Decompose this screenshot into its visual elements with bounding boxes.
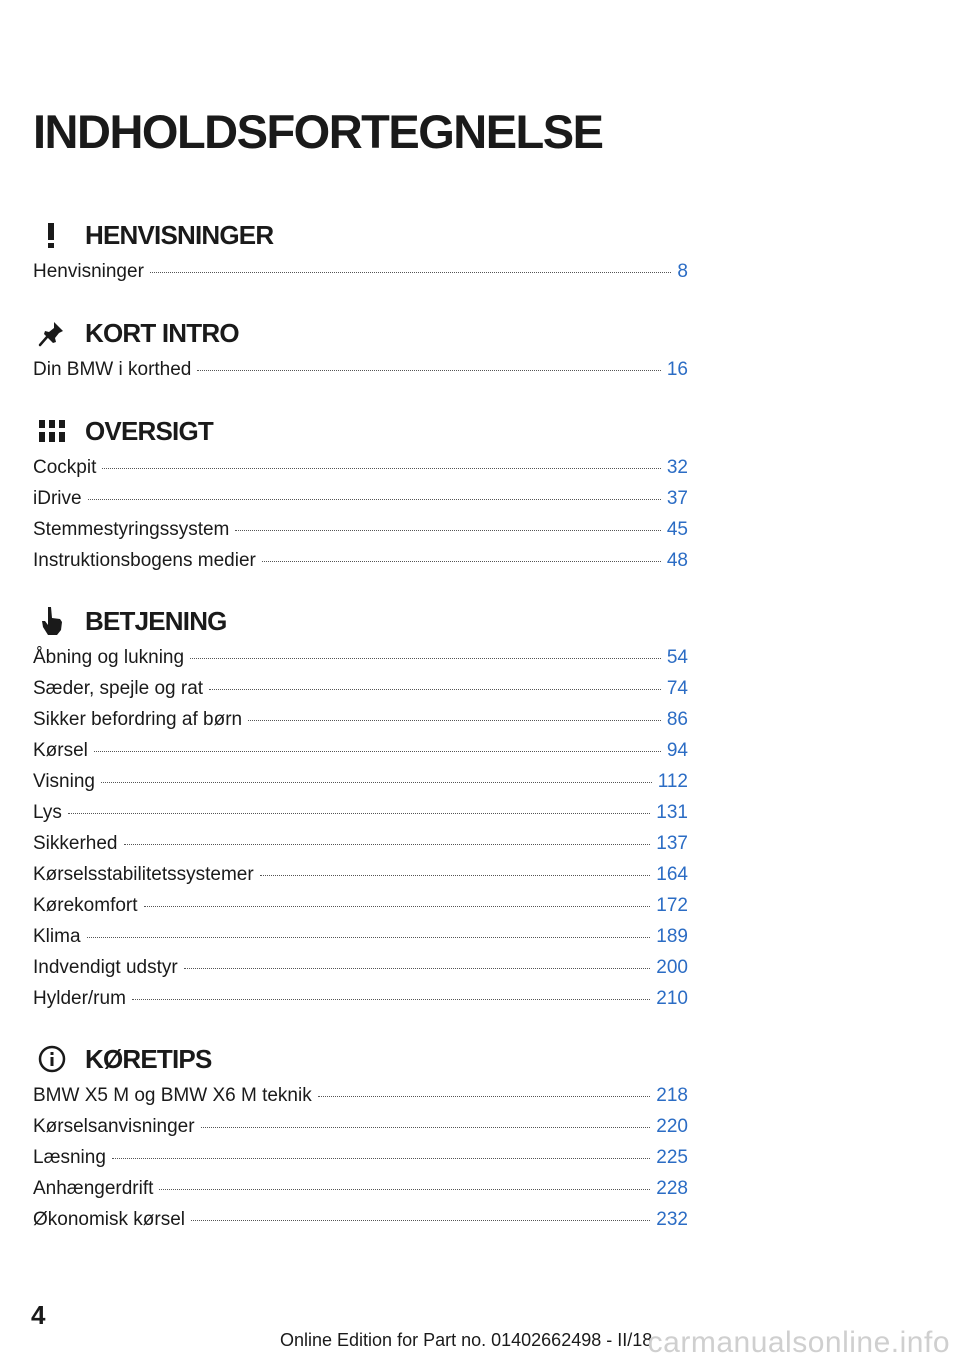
toc-entry[interactable] <box>33 642 688 673</box>
toc-entry[interactable] <box>33 921 688 952</box>
toc-page-link[interactable]: 8 <box>677 261 688 282</box>
section-header <box>33 1044 688 1074</box>
toc-entry-label: Henvisninger <box>33 261 144 282</box>
section-header <box>33 416 688 446</box>
toc-entry-label: Læsning <box>33 1147 106 1168</box>
toc-entry-label: Sikker befordring af børn <box>33 709 243 730</box>
toc-entry-label: Cockpit <box>33 457 97 478</box>
toc-entry[interactable] <box>33 673 688 704</box>
dot-leader <box>150 272 672 273</box>
dot-leader <box>201 1127 651 1128</box>
dot-leader <box>260 875 651 876</box>
toc-entry[interactable] <box>33 545 688 576</box>
toc-entry-label: Åbning og lukning <box>33 647 185 668</box>
dot-leader <box>318 1096 651 1097</box>
toc-page-link[interactable]: 131 <box>656 802 688 823</box>
toc-entry-label: iDrive <box>33 488 82 509</box>
toc-page-link[interactable]: 189 <box>656 926 688 947</box>
toc-page-link[interactable]: 232 <box>656 1209 688 1230</box>
dot-leader <box>197 370 660 371</box>
toc-entry-label: Visning <box>33 771 95 792</box>
toc-entry[interactable] <box>33 983 688 1014</box>
toc-page-link[interactable]: 94 <box>666 740 688 761</box>
info-circle-icon <box>35 1044 69 1074</box>
toc-section-kort-intro <box>33 318 688 385</box>
toc-entry-label: BMW X5 M og BMW X6 M teknik <box>33 1085 312 1106</box>
toc-entry[interactable] <box>33 952 688 983</box>
toc-section-koeretips <box>33 1044 688 1235</box>
dot-leader <box>88 499 661 500</box>
toc-page-link[interactable]: 86 <box>666 709 688 730</box>
dot-leader <box>102 468 661 469</box>
section-title: HENVISNINGER <box>85 220 274 250</box>
dot-leader <box>101 782 652 783</box>
toc-entry-label: Økonomisk kørsel <box>33 1209 186 1230</box>
toc-entry[interactable] <box>33 797 688 828</box>
toc-page-link[interactable]: 164 <box>656 864 688 885</box>
toc-entry-label: Kørselsanvisninger <box>33 1116 195 1137</box>
toc-page-link[interactable]: 200 <box>656 957 688 978</box>
dot-leader <box>68 813 650 814</box>
dot-leader <box>159 1189 650 1190</box>
toc-entry-label: Lys <box>33 802 62 823</box>
hand-pointer-icon <box>35 606 69 636</box>
toc-section-henvisninger <box>33 220 688 287</box>
toc-entry[interactable] <box>33 828 688 859</box>
toc-section-oversigt <box>33 416 688 576</box>
toc-entry[interactable] <box>33 483 688 514</box>
section-header <box>33 606 688 636</box>
toc-entry-label: Kørsel <box>33 740 88 761</box>
toc-entry[interactable] <box>33 859 688 890</box>
toc-entry[interactable] <box>33 1142 688 1173</box>
page-number: 4 <box>31 1300 46 1330</box>
toc-entry[interactable] <box>33 1204 688 1235</box>
toc-page-link[interactable]: 210 <box>656 988 688 1009</box>
section-title: KØRETIPS <box>85 1044 212 1074</box>
dot-leader <box>191 1220 650 1221</box>
toc-section-betjening <box>33 606 688 1014</box>
toc-entry[interactable] <box>33 704 688 735</box>
toc-entry[interactable] <box>33 354 688 385</box>
toc-entry-label: Instruktionsbogens medier <box>33 550 256 571</box>
section-title: OVERSIGT <box>85 416 213 446</box>
dot-leader <box>144 906 651 907</box>
toc-entry-label: Kørselsstabilitetssystemer <box>33 864 254 885</box>
exclamation-icon <box>35 220 69 250</box>
toc-page-link[interactable]: 228 <box>656 1178 688 1199</box>
toc-entry-label: Stemmestyringssystem <box>33 519 230 540</box>
toc-page-link[interactable]: 218 <box>656 1085 688 1106</box>
toc-entry[interactable] <box>33 256 688 287</box>
toc-page-link[interactable]: 37 <box>666 488 688 509</box>
toc-entry[interactable] <box>33 766 688 797</box>
toc-entry-label: Kørekomfort <box>33 895 138 916</box>
footer-edition-text: Online Edition for Part no. 01402662498 - II/18 <box>280 1330 653 1350</box>
toc-entry-label: Hylder/rum <box>33 988 126 1009</box>
dot-leader <box>184 968 651 969</box>
toc-entry-label: Sikkerhed <box>33 833 118 854</box>
toc-entry-label: Din BMW i korthed <box>33 359 192 380</box>
toc-entry[interactable] <box>33 452 688 483</box>
toc-page-link[interactable]: 45 <box>666 519 688 540</box>
dot-leader <box>112 1158 650 1159</box>
dot-leader <box>248 720 661 721</box>
dot-leader <box>262 561 661 562</box>
toc-entry-label: Indvendigt udstyr <box>33 957 178 978</box>
toc-entry[interactable] <box>33 514 688 545</box>
toc-entry-label: Anhængerdrift <box>33 1178 154 1199</box>
section-title: BETJENING <box>85 606 227 636</box>
pushpin-icon <box>35 318 69 348</box>
toc-entry-label: Sæder, spejle og rat <box>33 678 204 699</box>
toc-page-link[interactable]: 32 <box>666 457 688 478</box>
dot-leader <box>124 844 651 845</box>
toc-entry[interactable] <box>33 1080 688 1111</box>
toc-page-link[interactable]: 172 <box>656 895 688 916</box>
dot-leader <box>94 751 661 752</box>
dot-leader <box>87 937 651 938</box>
dot-leader <box>209 689 661 690</box>
dot-leader <box>132 999 650 1000</box>
section-header <box>33 220 688 250</box>
toc-entry[interactable] <box>33 890 688 921</box>
grid-icon <box>35 416 69 446</box>
section-title: KORT INTRO <box>85 318 239 348</box>
toc-entry[interactable] <box>33 1111 688 1142</box>
toc-page-link[interactable]: 48 <box>666 550 688 571</box>
dot-leader <box>190 658 661 659</box>
toc-page-link[interactable]: 54 <box>666 647 688 668</box>
toc-page-link[interactable]: 74 <box>666 678 688 699</box>
toc-entry[interactable] <box>33 735 688 766</box>
dot-leader <box>235 530 660 531</box>
watermark: carmanualsonline.info <box>647 1326 950 1359</box>
page-title: INDHOLDSFORTEGNELSE <box>33 105 603 158</box>
toc-page-link[interactable]: 137 <box>656 833 688 854</box>
toc-page-link[interactable]: 225 <box>656 1147 688 1168</box>
toc-page-link[interactable]: 220 <box>656 1116 688 1137</box>
toc-page-link[interactable]: 16 <box>666 359 688 380</box>
toc-entry[interactable] <box>33 1173 688 1204</box>
toc-entry-label: Klima <box>33 926 81 947</box>
toc-page-link[interactable]: 112 <box>657 771 688 792</box>
section-header <box>33 318 688 348</box>
